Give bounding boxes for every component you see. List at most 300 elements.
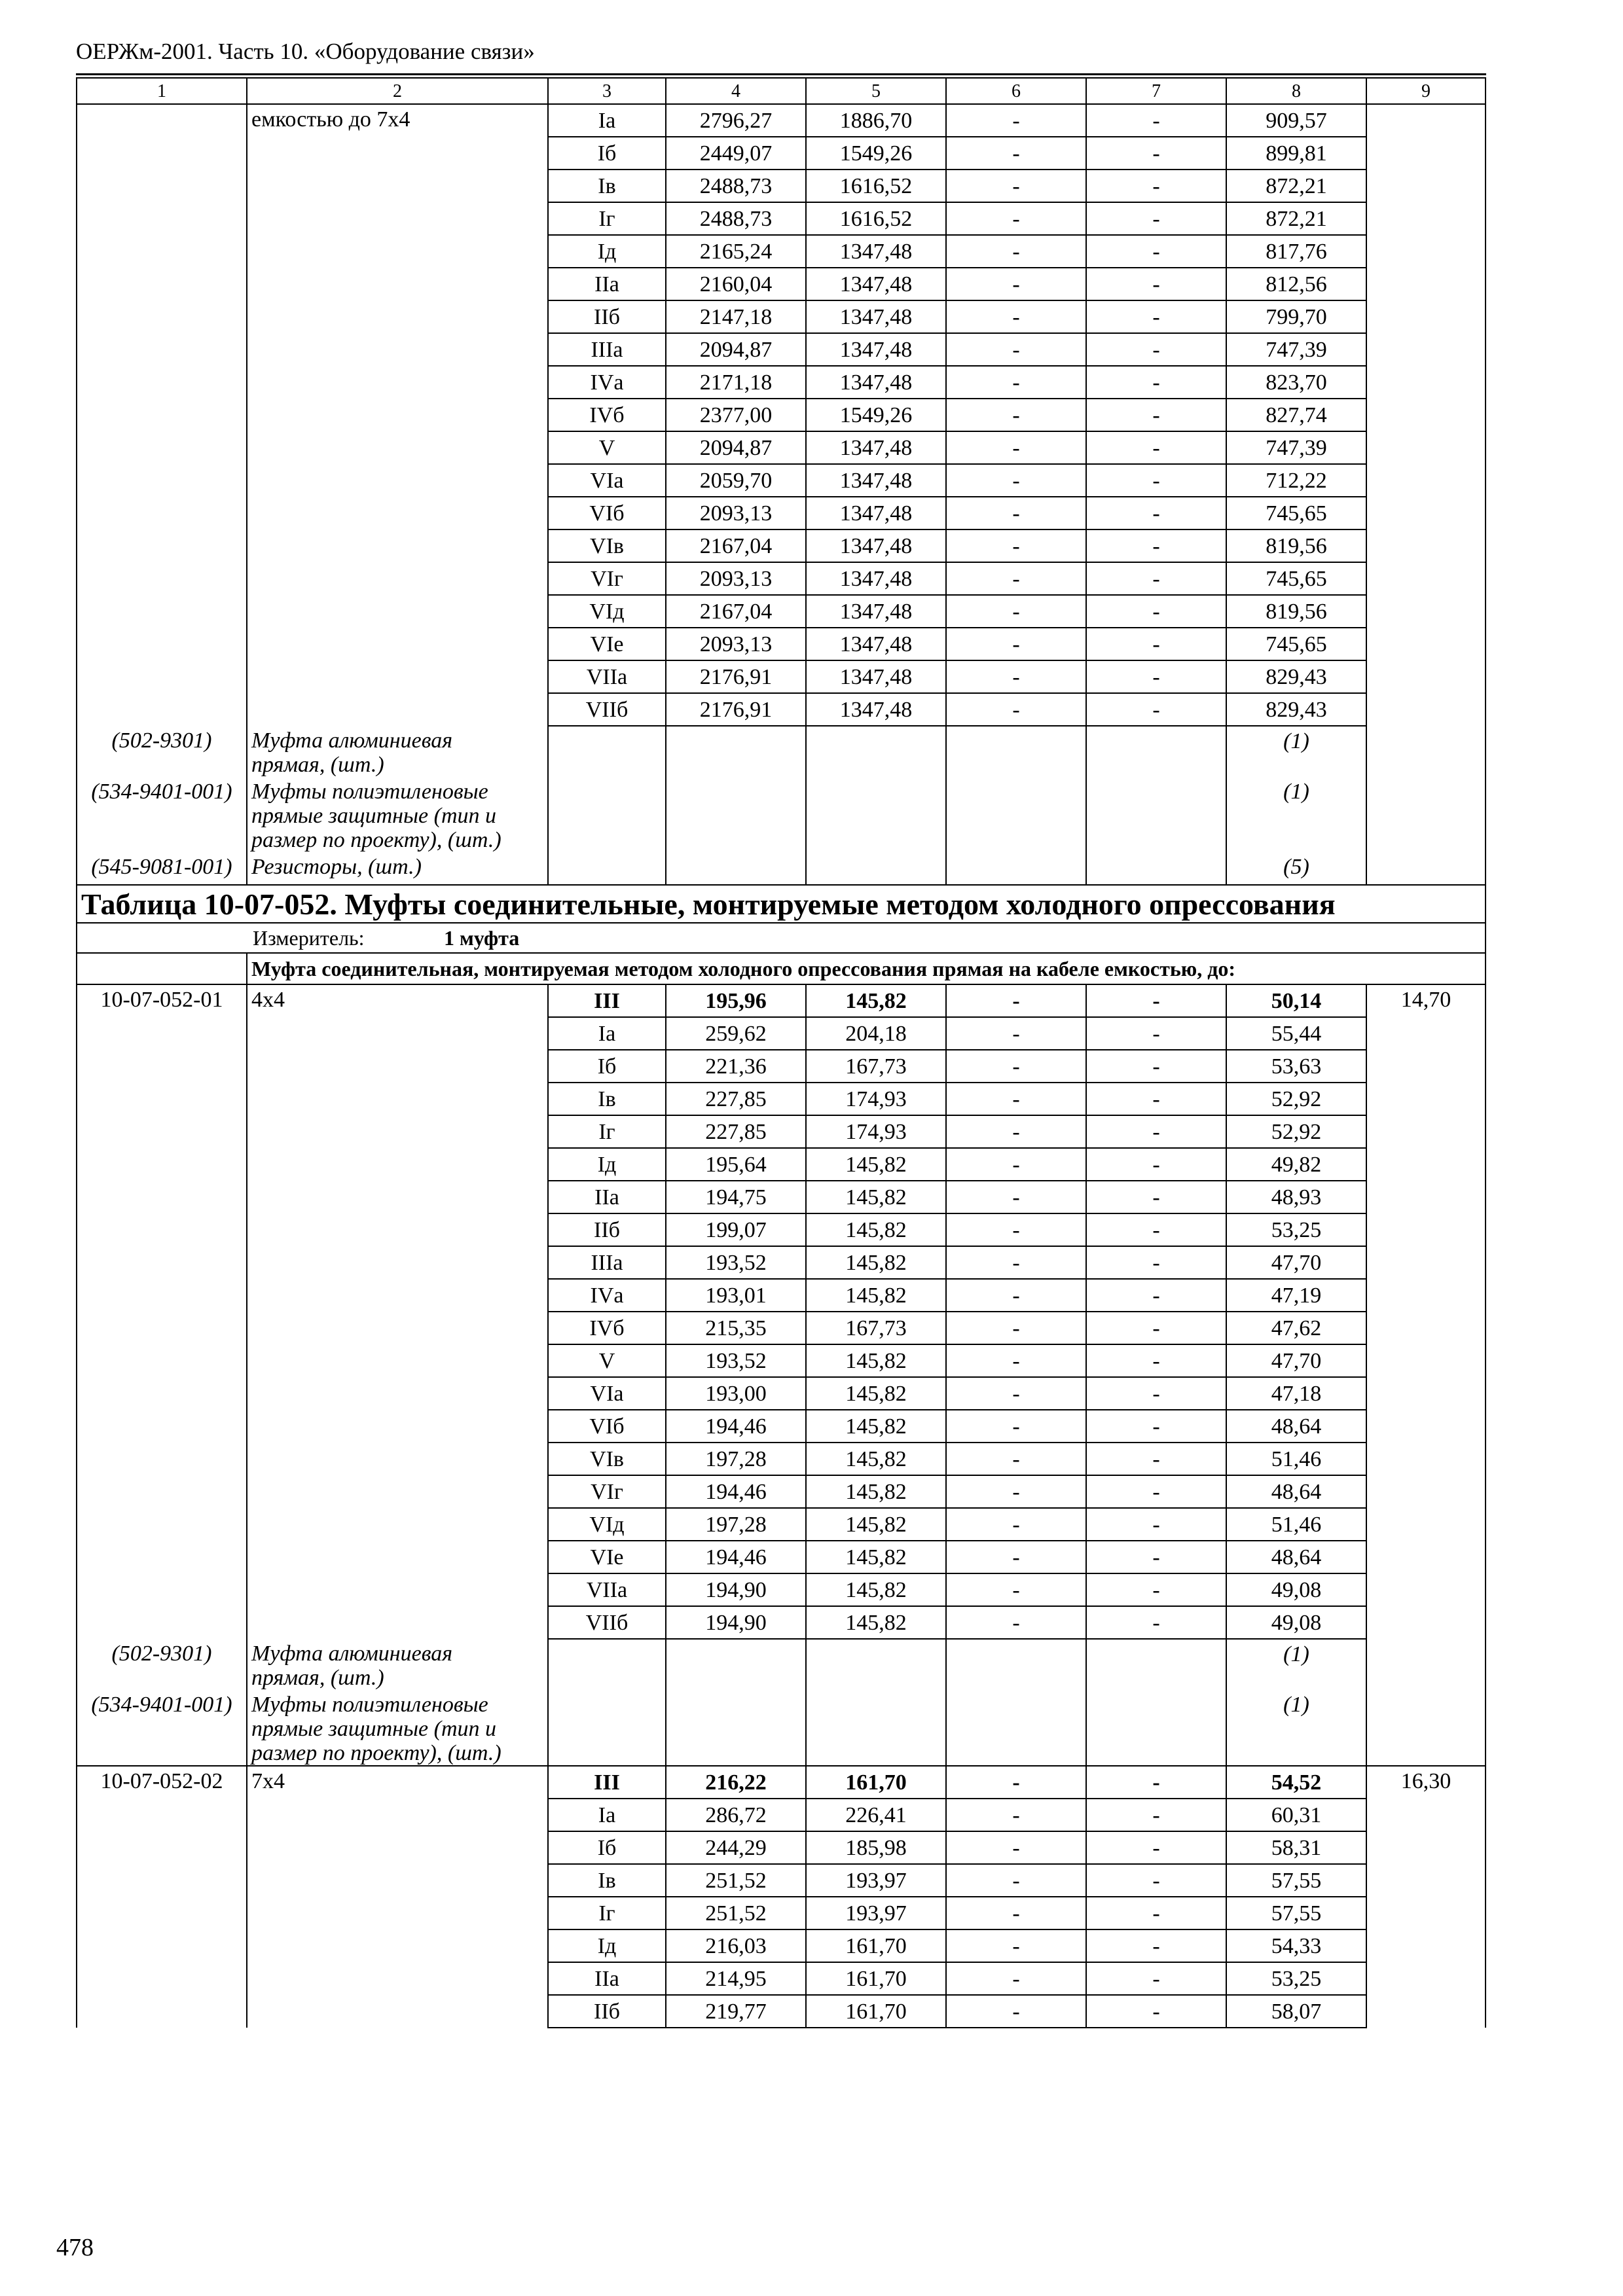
material-qty: (5) bbox=[1226, 852, 1366, 885]
materials-cell: 747,39 bbox=[1226, 431, 1366, 464]
materials-cell: 53,25 bbox=[1226, 1962, 1366, 1995]
empty-cell bbox=[1366, 726, 1486, 777]
page-header: ОЕРЖм-2001. Часть 10. «Оборудование связи» bbox=[76, 39, 535, 64]
column-numbers-row bbox=[77, 78, 1486, 104]
materials-cell: 60,31 bbox=[1226, 1799, 1366, 1831]
materials-cell: 899,81 bbox=[1226, 137, 1366, 170]
zone-cell: VIа bbox=[548, 1377, 666, 1410]
materials-cell: 712,22 bbox=[1226, 464, 1366, 497]
total-cost-cell: 2094,87 bbox=[666, 431, 806, 464]
coefficient-cell bbox=[1366, 104, 1486, 726]
wages-cell: 145,82 bbox=[806, 1508, 946, 1541]
wages-cell: 167,73 bbox=[806, 1312, 946, 1344]
item-main-row bbox=[77, 984, 1486, 1017]
total-cost-cell: 194,46 bbox=[666, 1410, 806, 1443]
wages-cell: 193,97 bbox=[806, 1864, 946, 1897]
materials-cell: 51,46 bbox=[1226, 1443, 1366, 1475]
material-name bbox=[247, 1690, 548, 1766]
machine-wages-cell: - bbox=[1086, 1181, 1226, 1213]
item-code: 10-07-052-01 bbox=[77, 984, 247, 1639]
total-cost-cell: 259,62 bbox=[666, 1017, 806, 1050]
materials-cell: 52,92 bbox=[1226, 1083, 1366, 1115]
code-cell bbox=[77, 104, 247, 726]
zone-cell: Iа bbox=[548, 104, 666, 137]
machines-cell: - bbox=[946, 333, 1086, 366]
material-code: (502-9301) bbox=[77, 726, 247, 777]
total-cost-cell: 194,46 bbox=[666, 1541, 806, 1573]
wages-cell: 161,70 bbox=[806, 1929, 946, 1962]
material-text-line: размер по проекту), (шт.) bbox=[251, 1741, 501, 1765]
wages-cell: 1886,70 bbox=[806, 104, 946, 137]
machine-wages-cell: - bbox=[1086, 366, 1226, 399]
wages-cell: 145,82 bbox=[806, 1606, 946, 1639]
total-cost-cell: 244,29 bbox=[666, 1831, 806, 1864]
zone-cell: VIа bbox=[548, 464, 666, 497]
machines-cell: - bbox=[946, 1573, 1086, 1606]
total-cost-cell: 2176,91 bbox=[666, 660, 806, 693]
empty-cell bbox=[548, 777, 666, 852]
header-rule bbox=[76, 73, 1486, 75]
coefficient-cell: 14,70 bbox=[1366, 984, 1486, 1639]
column-number: 2 bbox=[247, 78, 548, 104]
machine-wages-cell: - bbox=[1086, 1017, 1226, 1050]
wages-cell: 1347,48 bbox=[806, 595, 946, 628]
wages-cell: 1347,48 bbox=[806, 660, 946, 693]
column-number: 9 bbox=[1366, 78, 1486, 104]
machines-cell: - bbox=[946, 660, 1086, 693]
material-text-line: прямые защитные (тип и bbox=[251, 1717, 497, 1741]
wages-cell: 1347,48 bbox=[806, 300, 946, 333]
wages-cell: 161,70 bbox=[806, 1766, 946, 1799]
meter-cell bbox=[77, 923, 1486, 953]
machine-wages-cell: - bbox=[1086, 1799, 1226, 1831]
material-row bbox=[77, 852, 1486, 885]
material-text-line: Муфта алюминиевая bbox=[251, 728, 453, 753]
zone-cell: VIв bbox=[548, 529, 666, 562]
empty-cell bbox=[806, 852, 946, 885]
zone-cell: VIб bbox=[548, 497, 666, 529]
material-text-line: прямые защитные (тип и bbox=[251, 804, 497, 828]
empty-cell bbox=[806, 1690, 946, 1766]
zone-cell: Iг bbox=[548, 202, 666, 235]
empty-cell bbox=[806, 1639, 946, 1690]
wages-cell: 1347,48 bbox=[806, 464, 946, 497]
zone-cell: Iд bbox=[548, 235, 666, 268]
wages-cell: 174,93 bbox=[806, 1083, 946, 1115]
machine-wages-cell: - bbox=[1086, 1766, 1226, 1799]
materials-cell: 47,70 bbox=[1226, 1344, 1366, 1377]
materials-cell: 745,65 bbox=[1226, 497, 1366, 529]
zone-cell: VIг bbox=[548, 1475, 666, 1508]
wages-cell: 145,82 bbox=[806, 1246, 946, 1279]
machines-cell: - bbox=[946, 1181, 1086, 1213]
total-cost-cell: 2167,04 bbox=[666, 529, 806, 562]
machine-wages-cell: - bbox=[1086, 1443, 1226, 1475]
materials-cell: 58,07 bbox=[1226, 1995, 1366, 2028]
wages-cell: 204,18 bbox=[806, 1017, 946, 1050]
material-code: (502-9301) bbox=[77, 1639, 247, 1690]
machine-wages-cell: - bbox=[1086, 1995, 1226, 2028]
zone-cell: Iб bbox=[548, 137, 666, 170]
machines-cell: - bbox=[946, 1443, 1086, 1475]
zone-cell: IIIа bbox=[548, 1246, 666, 1279]
column-number: 3 bbox=[548, 78, 666, 104]
subheading: Муфта соединительная, монтируемая методом холодного опрессования прямая на кабеле емкостью, до: bbox=[247, 953, 1486, 984]
zone-cell: VIIб bbox=[548, 693, 666, 726]
machines-cell: - bbox=[946, 1246, 1086, 1279]
materials-cell: 47,62 bbox=[1226, 1312, 1366, 1344]
machines-cell: - bbox=[946, 1213, 1086, 1246]
zone-cell: VIе bbox=[548, 1541, 666, 1573]
machine-wages-cell: - bbox=[1086, 137, 1226, 170]
column-number: 5 bbox=[806, 78, 946, 104]
zone-cell: VIд bbox=[548, 1508, 666, 1541]
empty-cell bbox=[806, 726, 946, 777]
machine-wages-cell: - bbox=[1086, 1148, 1226, 1181]
materials-cell: 819,56 bbox=[1226, 529, 1366, 562]
machines-cell: - bbox=[946, 1606, 1086, 1639]
total-cost-cell: 216,22 bbox=[666, 1766, 806, 1799]
wages-cell: 161,70 bbox=[806, 1995, 946, 2028]
machine-wages-cell: - bbox=[1086, 1246, 1226, 1279]
empty-cell bbox=[1086, 852, 1226, 885]
total-cost-cell: 221,36 bbox=[666, 1050, 806, 1083]
table-title: Таблица 10-07-052. Муфты соединительные, монтируемые методом холодного опрессования bbox=[77, 885, 1486, 923]
zone-cell: IIа bbox=[548, 1181, 666, 1213]
materials-cell: 817,76 bbox=[1226, 235, 1366, 268]
material-text-line: Муфты полиэтиленовые bbox=[251, 1693, 488, 1717]
machines-cell: - bbox=[946, 1864, 1086, 1897]
machines-cell: - bbox=[946, 1929, 1086, 1962]
empty-cell bbox=[548, 1639, 666, 1690]
total-cost-cell: 214,95 bbox=[666, 1962, 806, 1995]
materials-cell: 51,46 bbox=[1226, 1508, 1366, 1541]
total-cost-cell: 2094,87 bbox=[666, 333, 806, 366]
material-text-line: Муфта алюминиевая bbox=[251, 1641, 453, 1666]
empty-cell bbox=[946, 1690, 1086, 1766]
machine-wages-cell: - bbox=[1086, 1475, 1226, 1508]
empty-cell bbox=[666, 777, 806, 852]
materials-cell: 55,44 bbox=[1226, 1017, 1366, 1050]
item-main-row bbox=[77, 1766, 1486, 1799]
machines-cell: - bbox=[946, 1344, 1086, 1377]
wages-cell: 1347,48 bbox=[806, 333, 946, 366]
total-cost-cell: 2377,00 bbox=[666, 399, 806, 431]
zone-cell: IIб bbox=[548, 300, 666, 333]
material-name bbox=[247, 726, 548, 777]
total-cost-cell: 197,28 bbox=[666, 1443, 806, 1475]
material-row bbox=[77, 777, 1486, 852]
machine-wages-cell: - bbox=[1086, 1573, 1226, 1606]
wages-cell: 185,98 bbox=[806, 1831, 946, 1864]
total-cost-cell: 215,35 bbox=[666, 1312, 806, 1344]
materials-cell: 47,18 bbox=[1226, 1377, 1366, 1410]
materials-cell: 48,64 bbox=[1226, 1410, 1366, 1443]
zone-cell: III bbox=[548, 1766, 666, 1799]
material-row bbox=[77, 1639, 1486, 1690]
empty-cell bbox=[548, 1690, 666, 1766]
wages-cell: 145,82 bbox=[806, 1541, 946, 1573]
materials-cell: 57,55 bbox=[1226, 1864, 1366, 1897]
materials-cell: 49,08 bbox=[1226, 1573, 1366, 1606]
material-text-line: Муфты полиэтиленовые bbox=[251, 780, 488, 804]
total-cost-cell: 194,75 bbox=[666, 1181, 806, 1213]
machines-cell: - bbox=[946, 1897, 1086, 1929]
total-cost-cell: 193,52 bbox=[666, 1246, 806, 1279]
machines-cell: - bbox=[946, 104, 1086, 137]
empty-cell bbox=[1086, 1639, 1226, 1690]
machines-cell: - bbox=[946, 529, 1086, 562]
zone-cell: VIIа bbox=[548, 660, 666, 693]
machine-wages-cell: - bbox=[1086, 1377, 1226, 1410]
machine-wages-cell: - bbox=[1086, 984, 1226, 1017]
total-cost-cell: 227,85 bbox=[666, 1115, 806, 1148]
total-cost-cell: 194,90 bbox=[666, 1606, 806, 1639]
total-cost-cell: 199,07 bbox=[666, 1213, 806, 1246]
materials-cell: 47,70 bbox=[1226, 1246, 1366, 1279]
empty-cell bbox=[548, 726, 666, 777]
total-cost-cell: 197,28 bbox=[666, 1508, 806, 1541]
total-cost-cell: 2176,91 bbox=[666, 693, 806, 726]
page-number: 478 bbox=[56, 2234, 94, 2261]
empty-cell bbox=[946, 777, 1086, 852]
materials-cell: 745,65 bbox=[1226, 562, 1366, 595]
zone-cell: IIа bbox=[548, 268, 666, 300]
zone-cell: IVб bbox=[548, 1312, 666, 1344]
zone-cell: IIIа bbox=[548, 333, 666, 366]
table-row bbox=[77, 104, 1486, 137]
materials-cell: 812,56 bbox=[1226, 268, 1366, 300]
machine-wages-cell: - bbox=[1086, 1344, 1226, 1377]
material-code: (545-9081-001) bbox=[77, 852, 247, 885]
total-cost-cell: 216,03 bbox=[666, 1929, 806, 1962]
machines-cell: - bbox=[946, 1995, 1086, 2028]
materials-cell: 829,43 bbox=[1226, 660, 1366, 693]
empty-cell bbox=[666, 852, 806, 885]
zone-cell: Iг bbox=[548, 1897, 666, 1929]
machine-wages-cell: - bbox=[1086, 1050, 1226, 1083]
subheading-row bbox=[77, 953, 1486, 984]
machine-wages-cell: - bbox=[1086, 1864, 1226, 1897]
machines-cell: - bbox=[946, 595, 1086, 628]
empty-cell bbox=[666, 726, 806, 777]
machine-wages-cell: - bbox=[1086, 300, 1226, 333]
zone-cell: VIIб bbox=[548, 1606, 666, 1639]
wages-cell: 1616,52 bbox=[806, 170, 946, 202]
machine-wages-cell: - bbox=[1086, 1606, 1226, 1639]
meter-row bbox=[77, 923, 1486, 953]
wages-cell: 1347,48 bbox=[806, 693, 946, 726]
materials-cell: 48,64 bbox=[1226, 1475, 1366, 1508]
machines-cell: - bbox=[946, 1541, 1086, 1573]
materials-cell: 48,64 bbox=[1226, 1541, 1366, 1573]
total-cost-cell: 219,77 bbox=[666, 1995, 806, 2028]
materials-cell: 872,21 bbox=[1226, 202, 1366, 235]
material-name bbox=[247, 852, 548, 885]
zone-cell: V bbox=[548, 431, 666, 464]
machines-cell: - bbox=[946, 1410, 1086, 1443]
zone-cell: VIг bbox=[548, 562, 666, 595]
column-number: 6 bbox=[946, 78, 1086, 104]
machines-cell: - bbox=[946, 984, 1086, 1017]
zone-cell: Iг bbox=[548, 1115, 666, 1148]
zone-cell: VIд bbox=[548, 595, 666, 628]
machines-cell: - bbox=[946, 1831, 1086, 1864]
machines-cell: - bbox=[946, 268, 1086, 300]
total-cost-cell: 251,52 bbox=[666, 1864, 806, 1897]
machine-wages-cell: - bbox=[1086, 431, 1226, 464]
materials-cell: 49,08 bbox=[1226, 1606, 1366, 1639]
material-name bbox=[247, 777, 548, 852]
zone-cell: Iд bbox=[548, 1148, 666, 1181]
empty-cell bbox=[1086, 777, 1226, 852]
wages-cell: 1347,48 bbox=[806, 235, 946, 268]
machine-wages-cell: - bbox=[1086, 1929, 1226, 1962]
machines-cell: - bbox=[946, 137, 1086, 170]
wages-cell: 145,82 bbox=[806, 1344, 946, 1377]
wages-cell: 145,82 bbox=[806, 1573, 946, 1606]
wages-cell: 145,82 bbox=[806, 1181, 946, 1213]
machine-wages-cell: - bbox=[1086, 1962, 1226, 1995]
materials-cell: 829,43 bbox=[1226, 693, 1366, 726]
machine-wages-cell: - bbox=[1086, 170, 1226, 202]
empty-cell bbox=[1366, 1639, 1486, 1690]
wages-cell: 1549,26 bbox=[806, 137, 946, 170]
materials-cell: 57,55 bbox=[1226, 1897, 1366, 1929]
materials-cell: 50,14 bbox=[1226, 984, 1366, 1017]
machines-cell: - bbox=[946, 431, 1086, 464]
materials-cell: 52,92 bbox=[1226, 1115, 1366, 1148]
machines-cell: - bbox=[946, 1017, 1086, 1050]
empty-cell bbox=[666, 1639, 806, 1690]
total-cost-cell: 2449,07 bbox=[666, 137, 806, 170]
material-row bbox=[77, 1690, 1486, 1766]
machines-cell: - bbox=[946, 300, 1086, 333]
machine-wages-cell: - bbox=[1086, 628, 1226, 660]
wages-cell: 174,93 bbox=[806, 1115, 946, 1148]
material-qty: (1) bbox=[1226, 777, 1366, 852]
empty-cell bbox=[946, 726, 1086, 777]
wages-cell: 1347,48 bbox=[806, 366, 946, 399]
machine-wages-cell: - bbox=[1086, 1213, 1226, 1246]
total-cost-cell: 194,46 bbox=[666, 1475, 806, 1508]
material-code: (534-9401-001) bbox=[77, 777, 247, 852]
description-cell: емкостью до 7х4 bbox=[247, 104, 548, 726]
machine-wages-cell: - bbox=[1086, 693, 1226, 726]
wages-cell: 1347,48 bbox=[806, 529, 946, 562]
machine-wages-cell: - bbox=[1086, 1831, 1226, 1864]
wages-cell: 1347,48 bbox=[806, 628, 946, 660]
zone-cell: Iб bbox=[548, 1831, 666, 1864]
machine-wages-cell: - bbox=[1086, 1410, 1226, 1443]
total-cost-cell: 2160,04 bbox=[666, 268, 806, 300]
item-code: 10-07-052-02 bbox=[77, 1766, 247, 2028]
wages-cell: 1616,52 bbox=[806, 202, 946, 235]
materials-cell: 747,39 bbox=[1226, 333, 1366, 366]
materials-cell: 53,63 bbox=[1226, 1050, 1366, 1083]
machines-cell: - bbox=[946, 1312, 1086, 1344]
machine-wages-cell: - bbox=[1086, 1897, 1226, 1929]
total-cost-cell: 2059,70 bbox=[666, 464, 806, 497]
wages-cell: 1347,48 bbox=[806, 497, 946, 529]
wages-cell: 145,82 bbox=[806, 1148, 946, 1181]
wages-cell: 145,82 bbox=[806, 1410, 946, 1443]
wages-cell: 226,41 bbox=[806, 1799, 946, 1831]
empty-cell bbox=[1366, 1690, 1486, 1766]
total-cost-cell: 2488,73 bbox=[666, 170, 806, 202]
zone-cell: Iа bbox=[548, 1799, 666, 1831]
total-cost-cell: 2093,13 bbox=[666, 562, 806, 595]
total-cost-cell: 193,00 bbox=[666, 1377, 806, 1410]
zone-cell: VIв bbox=[548, 1443, 666, 1475]
machines-cell: - bbox=[946, 170, 1086, 202]
materials-cell: 872,21 bbox=[1226, 170, 1366, 202]
total-cost-cell: 227,85 bbox=[666, 1083, 806, 1115]
machine-wages-cell: - bbox=[1086, 333, 1226, 366]
wages-cell: 145,82 bbox=[806, 1475, 946, 1508]
machines-cell: - bbox=[946, 1508, 1086, 1541]
machines-cell: - bbox=[946, 399, 1086, 431]
empty-cell bbox=[548, 852, 666, 885]
zone-cell: Iв bbox=[548, 170, 666, 202]
machines-cell: - bbox=[946, 1962, 1086, 1995]
machine-wages-cell: - bbox=[1086, 529, 1226, 562]
machine-wages-cell: - bbox=[1086, 268, 1226, 300]
wages-cell: 145,82 bbox=[806, 1213, 946, 1246]
total-cost-cell: 2093,13 bbox=[666, 628, 806, 660]
machines-cell: - bbox=[946, 464, 1086, 497]
zone-cell: Iв bbox=[548, 1864, 666, 1897]
zone-cell: IVа bbox=[548, 366, 666, 399]
meter-value: 1 муфта bbox=[444, 925, 520, 950]
materials-cell: 47,19 bbox=[1226, 1279, 1366, 1312]
machine-wages-cell: - bbox=[1086, 202, 1226, 235]
wages-cell: 1347,48 bbox=[806, 562, 946, 595]
wages-cell: 167,73 bbox=[806, 1050, 946, 1083]
zone-cell: IVб bbox=[548, 399, 666, 431]
wages-cell: 145,82 bbox=[806, 1377, 946, 1410]
machine-wages-cell: - bbox=[1086, 1279, 1226, 1312]
total-cost-cell: 251,52 bbox=[666, 1897, 806, 1929]
machines-cell: - bbox=[946, 202, 1086, 235]
wages-cell: 145,82 bbox=[806, 1443, 946, 1475]
materials-cell: 827,74 bbox=[1226, 399, 1366, 431]
materials-cell: 54,33 bbox=[1226, 1929, 1366, 1962]
total-cost-cell: 2167,04 bbox=[666, 595, 806, 628]
wages-cell: 193,97 bbox=[806, 1897, 946, 1929]
total-cost-cell: 193,01 bbox=[666, 1279, 806, 1312]
material-text-line: Резисторы, (шт.) bbox=[251, 855, 422, 879]
machine-wages-cell: - bbox=[1086, 497, 1226, 529]
empty-cell bbox=[1366, 777, 1486, 852]
wages-cell: 1347,48 bbox=[806, 268, 946, 300]
materials-cell: 54,52 bbox=[1226, 1766, 1366, 1799]
meter-label: Измеритель: bbox=[253, 925, 365, 950]
machines-cell: - bbox=[946, 1115, 1086, 1148]
empty-cell bbox=[1366, 852, 1486, 885]
total-cost-cell: 2171,18 bbox=[666, 366, 806, 399]
machine-wages-cell: - bbox=[1086, 1115, 1226, 1148]
zone-cell: IVа bbox=[548, 1279, 666, 1312]
zone-cell: Iв bbox=[548, 1083, 666, 1115]
wages-cell: 145,82 bbox=[806, 984, 946, 1017]
machine-wages-cell: - bbox=[1086, 104, 1226, 137]
total-cost-cell: 2165,24 bbox=[666, 235, 806, 268]
empty-cell bbox=[1086, 1690, 1226, 1766]
empty-cell bbox=[946, 852, 1086, 885]
material-qty: (1) bbox=[1226, 1690, 1366, 1766]
zone-cell: Iа bbox=[548, 1017, 666, 1050]
